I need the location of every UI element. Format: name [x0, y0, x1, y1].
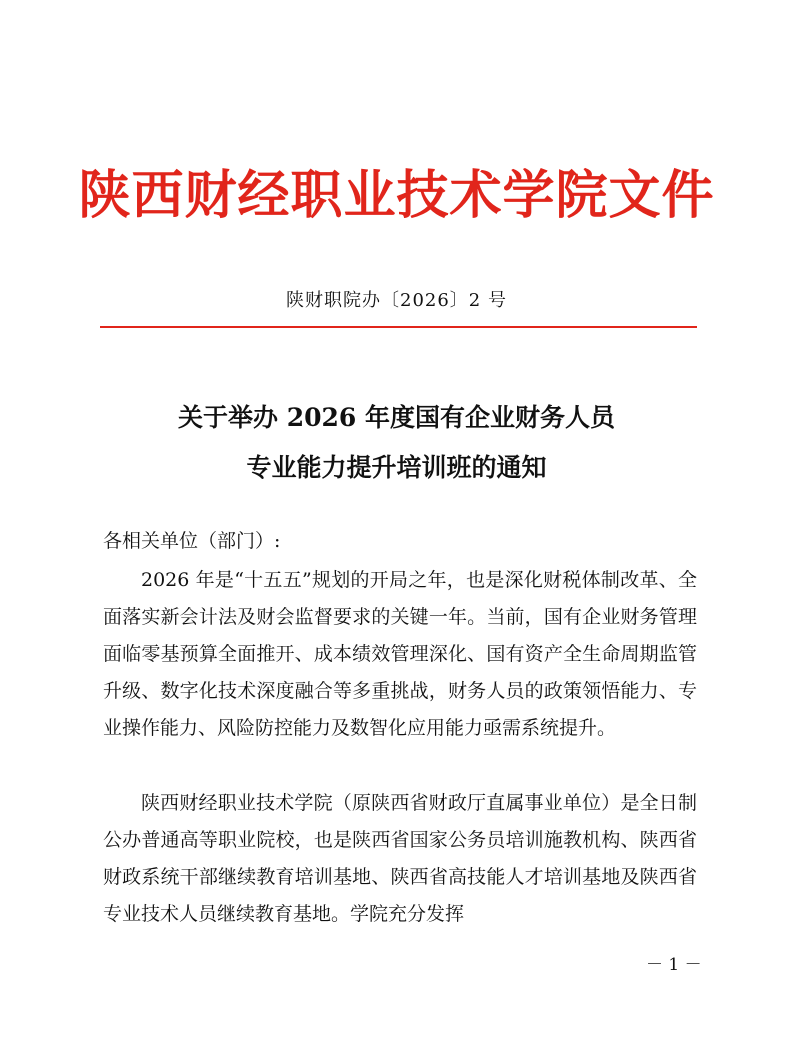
document-title-line-2: 专业能力提升培训班的通知: [246, 453, 547, 482]
document-masthead: 陕西财经职业技术学院文件: [78, 165, 715, 226]
document-number: 陕财职院办〔2026〕2 号: [286, 290, 507, 311]
salutation: 各相关单位（部门）:: [103, 530, 281, 552]
page-number: － 1 －: [646, 955, 702, 975]
red-divider: [100, 326, 697, 328]
document-title-line-1: 关于举办 2026 年度国有企业财务人员: [178, 403, 615, 432]
body-paragraph-1: 2026 年是“十五五”规划的开局之年，也是深化财税体制改革、全面落实新会计法及财会监督要求的关键一年。当前，国有企业财务管理面临零基预算全面推开、成本绩效管理深化、国有资产全生命周期监管升级、数字化技术深度融合等多重挑战，财务人员的政策领悟能力、专业操作能力、风险防控能力及数智化应用能力亟需系统提升。: [103, 569, 697, 739]
body-paragraph-2: 陕西财经职业技术学院（原陕西省财政厅直属事业单位）是全日制公办普通高等职业院校，也是陕西省国家公务员培训施教机构、陕西省财政系统干部继续教育培训基地、陕西省高技能人才培训基地及陕西省专业技术人员继续教育基地。学院充分发挥: [103, 792, 697, 925]
